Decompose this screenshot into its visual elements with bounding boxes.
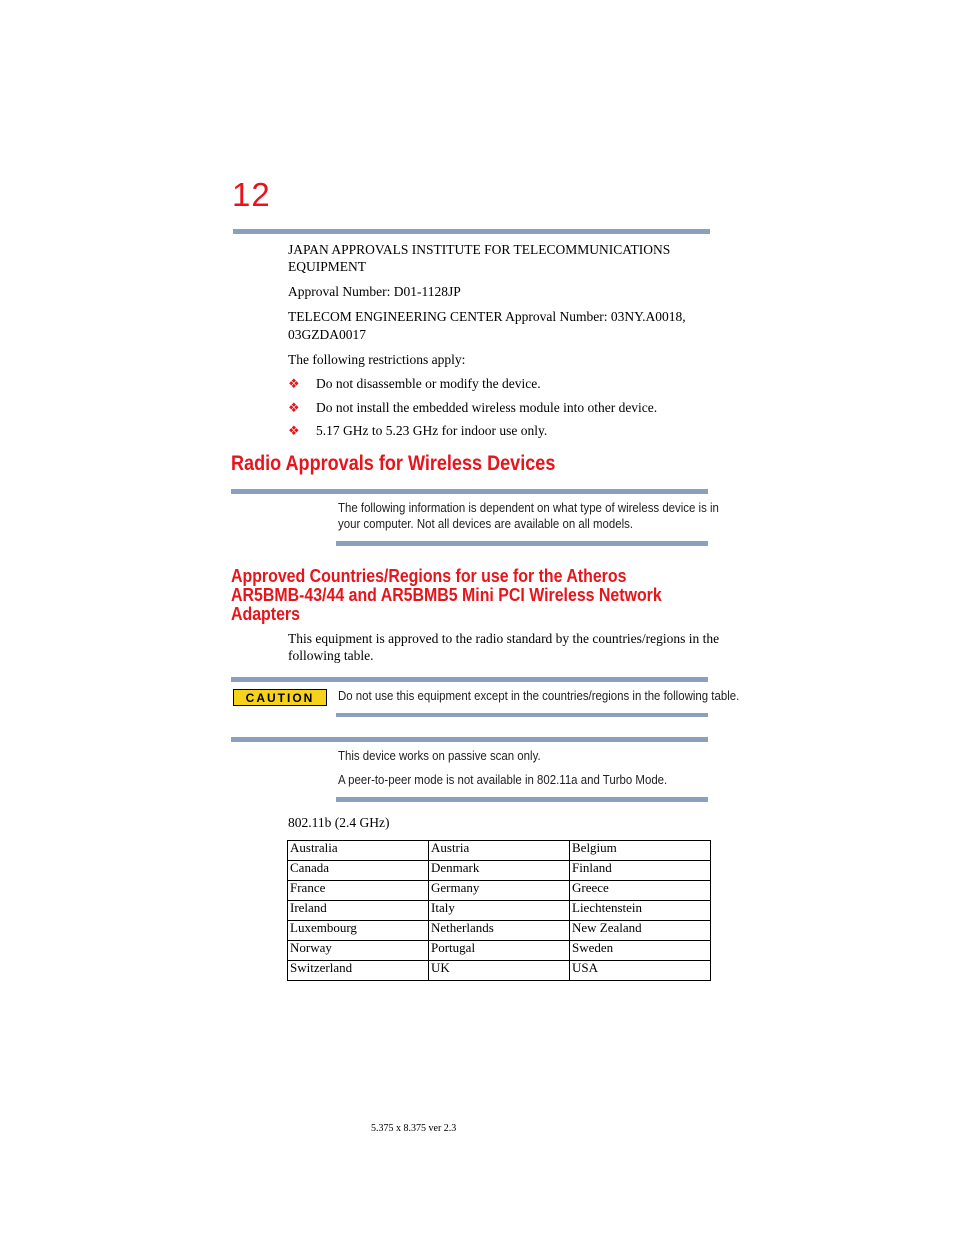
table-row — [288, 921, 711, 941]
country-cell: Belgium — [570, 841, 711, 861]
restriction-text: Do not disassemble or modify the device. — [316, 376, 541, 391]
note-bottom-rule — [336, 541, 708, 546]
page-footer: 5.375 x 8.375 ver 2.3 — [371, 1123, 457, 1134]
atheros-heading-line1: Approved Countries/Regions for use for the Atheros — [231, 565, 627, 586]
country-cell: Luxembourg — [288, 921, 429, 941]
atheros-body-line1: This equipment is approved to the radio standard by the countries/regions in the — [288, 631, 720, 646]
note-line1: The following information is dependent on what type of wireless device is in — [338, 500, 719, 515]
band-label: 802.11b (2.4 GHz) — [288, 815, 390, 830]
country-cell: Liechtenstein — [570, 901, 711, 921]
country-cell: Portugal — [429, 941, 570, 961]
telec-line1: TELECOM ENGINEERING CENTER Approval Number: 03NY.A0018, — [288, 309, 686, 324]
restriction-text: Do not install the embedded wireless module into other device. — [316, 400, 658, 415]
country-cell: UK — [429, 961, 570, 981]
top-rule — [233, 229, 710, 234]
caution-text: Do not use this equipment except in the countries/regions in the following table. — [338, 688, 740, 703]
caution-top-rule — [231, 677, 708, 682]
restriction-item — [288, 399, 688, 417]
japan-institute-line1: JAPAN APPROVALS INSTITUTE FOR TELECOMMUNICATIONS — [288, 242, 671, 257]
country-cell: France — [288, 881, 429, 901]
country-cell: Australia — [288, 841, 429, 861]
countries-table — [287, 840, 711, 981]
atheros-heading-line3: Adapters — [231, 603, 300, 624]
caution-bottom-rule — [336, 713, 708, 717]
scan-note-bottom-rule — [336, 797, 708, 802]
diamond-bullet-icon: ❖ — [288, 376, 300, 391]
country-cell: Finland — [570, 861, 711, 881]
atheros-body-line2: following table. — [288, 648, 374, 663]
approval-number: Approval Number: D01-1128JP — [288, 284, 461, 299]
caution-badge: CAUTION — [233, 689, 327, 706]
country-cell: Norway — [288, 941, 429, 961]
table-row — [288, 861, 711, 881]
country-cell: Switzerland — [288, 961, 429, 981]
table-row — [288, 901, 711, 921]
country-cell: Germany — [429, 881, 570, 901]
note-top-rule — [231, 489, 708, 494]
restriction-item — [288, 422, 688, 440]
table-row — [288, 841, 711, 861]
atheros-heading-line2: AR5BMB-43/44 and AR5BMB5 Mini PCI Wireless Network — [231, 584, 662, 605]
japan-institute-line2: EQUIPMENT — [288, 259, 366, 274]
country-cell: Austria — [429, 841, 570, 861]
telec-line2: 03GZDA0017 — [288, 327, 366, 342]
country-cell: Sweden — [570, 941, 711, 961]
country-cell: Greece — [570, 881, 711, 901]
radio-approvals-heading: Radio Approvals for Wireless Devices — [231, 452, 556, 475]
country-cell: New Zealand — [570, 921, 711, 941]
page-number: 12 — [232, 176, 271, 213]
note-line2: your computer. Not all devices are available on all models. — [338, 516, 634, 531]
restriction-text: 5.17 GHz to 5.23 GHz for indoor use only. — [316, 423, 548, 438]
restrictions-intro: The following restrictions apply: — [288, 352, 466, 367]
table-row — [288, 881, 711, 901]
peer-mode-note: A peer-to-peer mode is not available in 802.11a and Turbo Mode. — [338, 772, 668, 787]
country-cell: USA — [570, 961, 711, 981]
diamond-bullet-icon: ❖ — [288, 423, 300, 438]
country-cell: Ireland — [288, 901, 429, 921]
country-cell: Netherlands — [429, 921, 570, 941]
passive-scan-note: This device works on passive scan only. — [338, 748, 541, 763]
table-row — [288, 941, 711, 961]
country-cell: Canada — [288, 861, 429, 881]
diamond-bullet-icon: ❖ — [288, 400, 300, 415]
country-cell: Denmark — [429, 861, 570, 881]
country-cell: Italy — [429, 901, 570, 921]
restriction-item — [288, 375, 688, 393]
scan-note-top-rule — [231, 737, 708, 742]
table-row — [288, 961, 711, 981]
